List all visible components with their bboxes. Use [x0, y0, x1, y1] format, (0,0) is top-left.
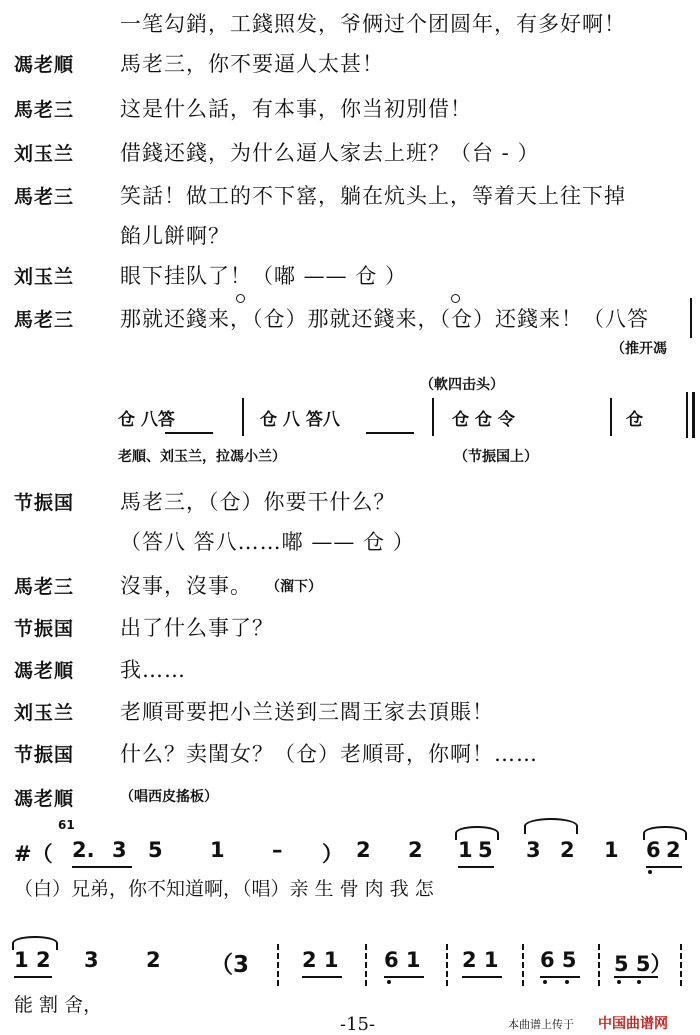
stage-direction: （推开馮 [611, 341, 667, 357]
underline [72, 866, 132, 868]
grace-notes: 61 [58, 818, 75, 832]
underline [540, 976, 580, 978]
stage-direction: （溜下） [266, 579, 322, 595]
low-octave-dot [543, 980, 547, 984]
upload-credit: 本曲谱上传于 [508, 1018, 574, 1031]
speaker-label: 节振国 [14, 492, 75, 514]
percussion-cell: 仓 [626, 410, 643, 430]
dialogue-text: 眼下挂队了！（嘟 —— 仓 ） [120, 264, 408, 288]
speaker-label: 节振国 [14, 618, 75, 640]
dashed-bar-line [680, 944, 683, 986]
low-octave-dot [565, 980, 569, 984]
underline [614, 976, 658, 978]
stage-direction: （唱西皮搖板） [120, 789, 218, 805]
slur-arc [524, 818, 578, 834]
dialogue-text-continued: 餡儿餅啊？ [120, 224, 230, 248]
percussion-header: （軟四击头） [420, 377, 504, 393]
dialogue-text: 出了什么事了？ [120, 616, 274, 640]
speaker-label: 馬老三 [14, 186, 75, 208]
page-number: -15- [340, 1014, 376, 1035]
speaker-label: 刘玉兰 [14, 702, 75, 724]
score-note: 1 [604, 838, 619, 862]
dialogue-text: 老順哥要把小兰送到三閻王家去頂賬！ [120, 700, 494, 724]
underline [14, 976, 52, 978]
dialogue-text: 什么？卖閨女？（仓）老順哥，你啊！…… [120, 742, 538, 766]
dialogue-text-continued: （答八 答八……嘟 —— 仓 ） [120, 530, 415, 554]
score-note: 5 [148, 838, 163, 862]
percussion-cell: 仓 八答 [118, 410, 175, 430]
underline [646, 866, 682, 868]
score-note: – [272, 838, 283, 862]
score-note: 2 [666, 838, 681, 862]
score-note: 2 [36, 948, 51, 972]
final-bar-line [686, 392, 688, 438]
score-note: 1 [14, 948, 29, 972]
speaker-label: 馬老三 [14, 576, 75, 598]
underline [384, 976, 424, 978]
speaker-label: 刘玉兰 [14, 266, 75, 288]
bar-line [242, 398, 244, 436]
score-note: 3 [84, 948, 99, 972]
intro-line: 一笔勾銷，工錢照发，爷俩过个团圆年，有多好啊！ [120, 12, 626, 36]
score-note: 2 [356, 838, 371, 862]
score-note: 3 [112, 838, 127, 862]
dialogue-text: 馬老三，你不要逼人太甚！ [120, 52, 384, 76]
accent-circle-mark [236, 294, 245, 303]
dialogue-text: 我…… [120, 658, 186, 682]
score-note: 2 1 [462, 948, 499, 972]
slur-arc [12, 936, 58, 950]
low-octave-dot [387, 980, 391, 984]
bar-line [690, 298, 692, 338]
score-note: 2 [408, 838, 423, 862]
bar-line [610, 398, 612, 436]
dashed-bar-line [365, 944, 368, 986]
stage-direction: 老順、刘玉兰，拉馮小兰） [118, 449, 286, 465]
score-prefix: #（ [14, 842, 53, 866]
dashed-bar-line [446, 944, 449, 986]
underline [366, 432, 414, 434]
score-note: 5 [478, 838, 493, 862]
low-octave-dot [648, 870, 652, 874]
final-bar-line-thick [692, 392, 695, 438]
dialogue-text: 笑話！做工的不下窰，躺在炕头上，等着天上往下掉 [120, 184, 626, 208]
speaker-label: 馮老順 [14, 54, 75, 76]
underline [165, 432, 213, 434]
bar-line [432, 398, 434, 436]
underline [462, 976, 502, 978]
stage-direction: （节振国上） [454, 449, 538, 465]
dialogue-text: 那就还錢来，（仓）那就还錢来，（仓）还錢来！（八答 [120, 307, 649, 331]
speaker-label: 刘玉兰 [14, 143, 75, 165]
score-note: 2. [72, 838, 95, 862]
score-note: 1 [210, 838, 225, 862]
score-note: 2 [146, 948, 161, 972]
low-octave-dot [637, 980, 641, 984]
slur-arc [455, 826, 499, 840]
score-note: 2 1 [302, 948, 339, 972]
site-logo-text: 中国曲谱网 [598, 1016, 668, 1032]
score-note: （3 [210, 952, 250, 978]
score-note: 6 5 [540, 948, 577, 972]
score-lyrics: （白）兄弟，你不知道啊，（唱）亲 生 骨 肉 我 怎 [14, 878, 434, 900]
dashed-bar-line [277, 944, 280, 986]
score-note: 2 [560, 838, 575, 862]
speaker-label: 馮老順 [14, 788, 75, 810]
dialogue-text: 馬老三，（仓）你要干什么？ [120, 490, 396, 514]
score-note: 6 1 [384, 948, 421, 972]
dialogue-text: 这是什么話，有本事，你当初別借！ [120, 97, 472, 121]
score-lyrics: 能 割 舍， [14, 994, 103, 1016]
accent-circle-mark [451, 294, 460, 303]
percussion-cell: 仓 八 答八 [260, 410, 340, 430]
dialogue-text: 沒事，沒事。 [120, 574, 252, 598]
dialogue-text: 借錢还錢，为什么逼人家去上班？（台 - ） [120, 141, 540, 165]
speaker-label: 馬老三 [14, 309, 75, 331]
low-octave-dot [617, 980, 621, 984]
score-note: ） [322, 842, 343, 866]
percussion-cell: 仓 仓 令 [452, 410, 515, 430]
dashed-bar-line [522, 944, 525, 986]
score-note: 3 [526, 838, 541, 862]
score-note: 6 [646, 838, 661, 862]
speaker-label: 馮老順 [14, 660, 75, 682]
underline [302, 976, 342, 978]
score-note: 1 [458, 838, 473, 862]
underline [458, 866, 494, 868]
speaker-label: 节振国 [14, 744, 75, 766]
slur-arc [643, 826, 687, 840]
speaker-label: 馬老三 [14, 99, 75, 121]
score-note: 5 5） [614, 952, 672, 976]
dashed-bar-line [598, 944, 601, 986]
